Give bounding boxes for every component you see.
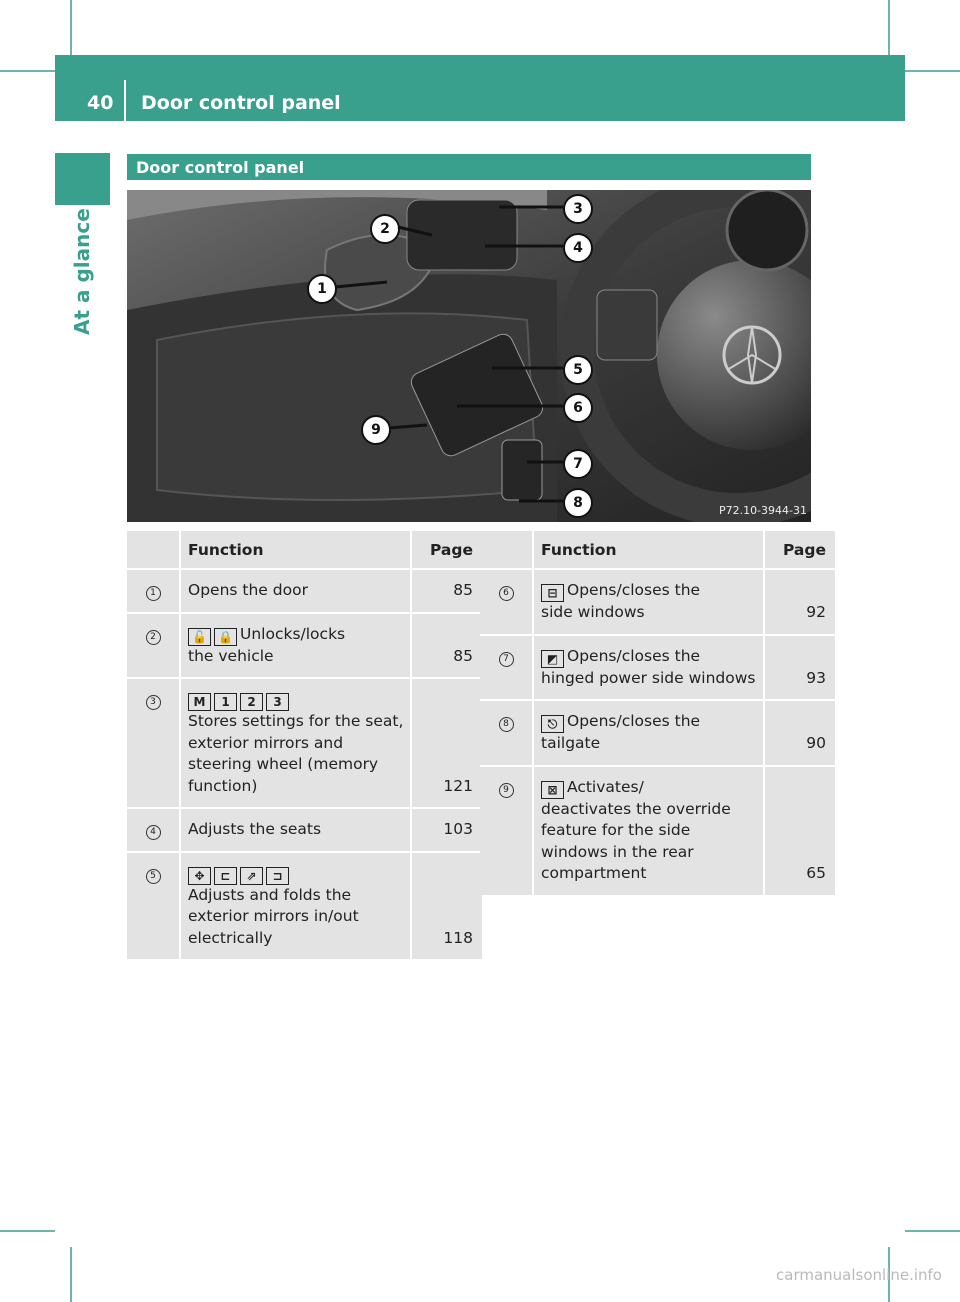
function-description [534,568,765,634]
control-symbol-icon: 2 [240,693,263,711]
control-symbol-icon: ⊟ [541,584,564,602]
description-line: deactivates the override [541,799,731,818]
description-line: the vehicle [188,646,274,665]
description-line: windows in the rear [541,842,694,861]
control-symbol-icon: ✥ [188,867,211,885]
table-row [127,568,482,612]
door-panel-photo [127,190,811,522]
page-reference: 118 [412,851,482,960]
item-number: 5 [146,869,161,884]
description-line: Opens/closes the [567,712,701,730]
item-number: 1 [146,586,161,601]
description-line: Opens/closes the [567,581,701,599]
function-description [181,807,412,851]
header-divider [124,80,126,121]
control-symbol-icon: 3 [266,693,289,711]
control-symbol-icon: 🔒 [214,628,237,646]
item-number: 3 [146,695,161,710]
function-description [534,634,765,700]
function-description [181,612,412,678]
table-row [127,851,482,960]
description-line: side windows [541,603,645,621]
callout-8: 8 [563,488,593,518]
page-reference: 93 [765,634,835,700]
section-heading: Door control panel [127,154,811,180]
table-row [127,612,482,678]
table-row [480,568,835,634]
description-line: hinged power side windows [541,668,756,687]
control-symbol-icon: 🔓 [188,628,211,646]
callout-1: 1 [307,274,337,304]
page-number: 40 [87,92,114,114]
crop-mark [70,0,72,55]
description-line: tailgate [541,734,601,752]
item-number: 8 [499,717,514,732]
page-reference: 103 [412,807,482,851]
control-symbol-icon: ◩ [541,650,564,668]
callout-6: 6 [563,393,593,423]
description-line: steering wheel (memory [188,755,379,773]
function-description [181,851,412,960]
function-table-right [480,531,835,895]
description-line: feature for the side [541,821,691,839]
control-symbol-icon: ⊏ [214,867,237,885]
side-label: At a glance [70,208,94,335]
control-symbol-icon: ⊐ [266,867,289,885]
crop-mark [888,0,890,55]
callout-5: 5 [563,355,593,385]
crop-mark [0,70,55,72]
callout-7: 7 [563,449,593,479]
function-description [534,765,765,895]
page-reference: 85 [412,568,482,612]
item-number: 4 [146,825,161,840]
crop-mark [905,1230,960,1232]
description-line: Activates/ [567,777,644,796]
photo-code: P72.10-3944-31 [718,504,807,517]
callout-9: 9 [361,415,391,445]
callout-2: 2 [370,214,400,244]
control-symbol-icon: M [188,693,211,711]
page-reference: 121 [412,677,482,807]
table-row [480,699,835,765]
watermark: carmanualsonline.info [776,1266,942,1284]
description-line: Unlocks/locks [240,624,346,643]
header-page: Page [412,531,482,568]
header-page: Page [765,531,835,568]
description-line: Adjusts and folds the [188,885,352,904]
table-header-row [480,531,835,568]
header-function: Function [534,531,765,568]
item-number: 7 [499,652,514,667]
item-number: 9 [499,783,514,798]
control-symbol-icon: ⊠ [541,781,564,799]
function-description [534,699,765,765]
function-description [181,677,412,807]
page-reference: 92 [765,568,835,634]
page-reference: 65 [765,765,835,895]
table-row [127,807,482,851]
side-tab [55,153,110,205]
page-reference: 90 [765,699,835,765]
function-description [181,568,412,612]
control-symbol-icon: ⇗ [240,867,263,885]
table-row [127,677,482,807]
function-table-left [127,531,482,959]
description-line: Opens the door [188,581,308,599]
table-row [480,634,835,700]
control-symbol-icon: 1 [214,693,237,711]
crop-mark [0,1230,55,1232]
description-line: compartment [541,864,647,882]
description-line: Adjusts the seats [188,820,322,838]
callout-3: 3 [563,194,593,224]
crop-mark [905,70,960,72]
header-function: Function [181,531,412,568]
description-line: exterior mirrors and [188,733,344,752]
item-number: 2 [146,630,161,645]
header-title: Door control panel [141,92,341,114]
description-line: Opens/closes the [567,646,701,665]
description-line: electrically [188,928,273,947]
description-line: Stores settings for the seat, [188,712,404,730]
item-number: 6 [499,586,514,601]
page-reference: 85 [412,612,482,678]
callout-4: 4 [563,233,593,263]
crop-mark [70,1247,72,1302]
table-header-row [127,531,482,568]
callout-leader-lines [127,190,811,522]
description-line: function) [188,776,258,795]
table-row [480,765,835,895]
description-line: exterior mirrors in/out [188,907,359,925]
control-symbol-icon: ⎋ [541,715,564,733]
